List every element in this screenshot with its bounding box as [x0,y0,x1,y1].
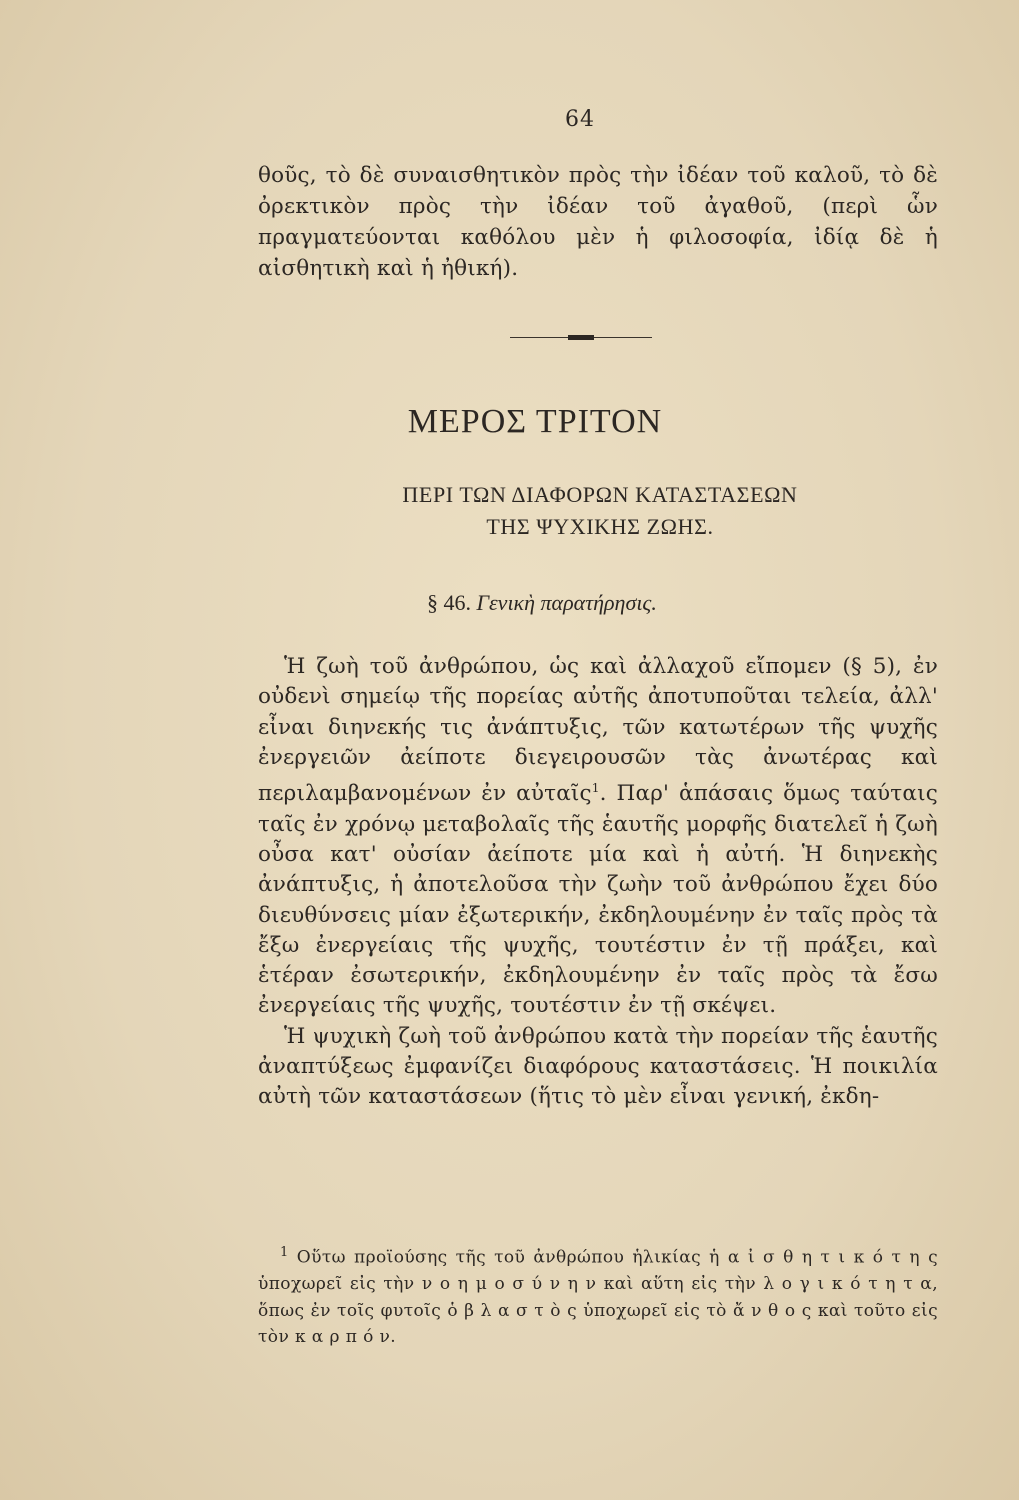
section-divider-ornament [568,335,594,340]
footnote-text: Οὕτω προϊούσης τῆς τοῦ ἀνθρώπου ἡλικίας ἡ α ἰ σ θ η τ ι κ ό τ η ς ὑποχωρεῖ εἰς τὴν ν ο η μ ο σ ύ ν η ν καὶ αὕτη εἰς τὴν λ ο γ ι κ ό τ η τ α, ὅπως ἐν τοῖς φυτοῖς ὁ β λ α σ τ ὸ ς ὑποχωρεῖ εἰς τὸ ἄ ν θ ο ς καὶ τοῦτο εἰς τὸν κ α ρ π ό ν. [258,1247,938,1348]
footnote-reference: 1 [591,781,600,796]
footnote-paragraph [258,1240,938,1351]
footnote [258,1240,938,1351]
body-text [258,652,938,1113]
section-number: § 46. [427,590,471,615]
part-title: ΜΕΡΟΣ ΤΡΙΤΟΝ [407,403,663,440]
section-heading [427,590,657,616]
top-paragraph-text: θοῦς, τὸ δὲ συναισθητικὸν πρὸς τὴν ἰδέαν τοῦ καλοῦ, τὸ δὲ ὀρεκτικὸν πρὸς τὴν ἰδέαν τοῦ ἀγαθοῦ, (περὶ ὧν πραγματεύονται καθόλου μὲν ἡ φιλοσοφία, ἰδίᾳ δὲ ἡ αἰσθητικὴ καὶ ἡ ἠθική). [258,163,938,281]
body-paragraph-1-text: Ἡ ζωὴ τοῦ ἀνθρώπου, ὡς καὶ ἀλλαχοῦ εἴπομεν (§ 5), ἐν οὐδενὶ σημείῳ τῆς πορείας αὐτῆς ἀποτυποῦται τελεία, ἀλλ' εἶναι διηνεκής τις ἀνάπτυξις, τῶν κατωτέρων τῆς ψυχῆς ἐνεργειῶν ἀείποτε διεγειρουσῶν τὰς ἀνωτέρας καὶ περιλαμβανομένων ἐν αὐταῖς [258,654,938,807]
page-number: 64 [565,107,595,132]
body-paragraph-1-continuation: . Παρ' ἁπάσαις ὅμως ταύταις ταῖς ἐν χρόνῳ μεταβολαῖς τῆς ἑαυτῆς μορφῆς διατελεῖ ἡ ζωὴ οὖσα κατ' οὐσίαν ἀείποτε μία καὶ ἡ αὐτή. Ἡ διηνεκὴς ἀνάπτυξις, ἡ ἀποτελοῦσα τὴν ζωὴν τοῦ ἀνθρώπου ἔχει δύο διευθύνσεις μίαν ἐξωτερικήν, ἐκδηλουμένην ἐν ταῖς πρὸς τὰ ἔξω ἐνεργείαις τῆς ψυχῆς, τουτέστιν ἐν τῇ πράξει, καὶ ἑτέραν ἐσωτερικήν, ἐκδηλουμένην ἐν ταῖς πρὸς τὰ ἔσω ἐνεργείαις τῆς ψυχῆς, τουτέστιν ἐν τῇ σκέψει. [258,781,938,1019]
part-subtitle-line1: ΠΕΡΙ ΤΩΝ ΔΙΑΦΟΡΩΝ ΚΑΤΑΣΤΑΣΕΩΝ [402,482,798,507]
body-paragraph-2: Ἡ ψυχικὴ ζωὴ τοῦ ἀνθρώπου κατὰ τὴν πορείαν τῆς ἑαυτῆς ἀναπτύξεως ἐμφανίζει διαφόρους καταστάσεις. Ἡ ποικιλία αὐτὴ τῶν καταστάσεων (ἥτις τὸ μὲν εἶναι γενική, ἐκδη- [258,1023,938,1110]
section-title: Γενικὴ παρατήρησις. [476,590,657,615]
top-paragraph [258,160,938,284]
footnote-marker: 1 [280,1245,289,1260]
part-subtitle-line2: ΤΗΣ ΨΥΧΙΚΗΣ ΖΩΗΣ. [486,514,714,539]
body-paragraph-1 [258,652,938,1022]
